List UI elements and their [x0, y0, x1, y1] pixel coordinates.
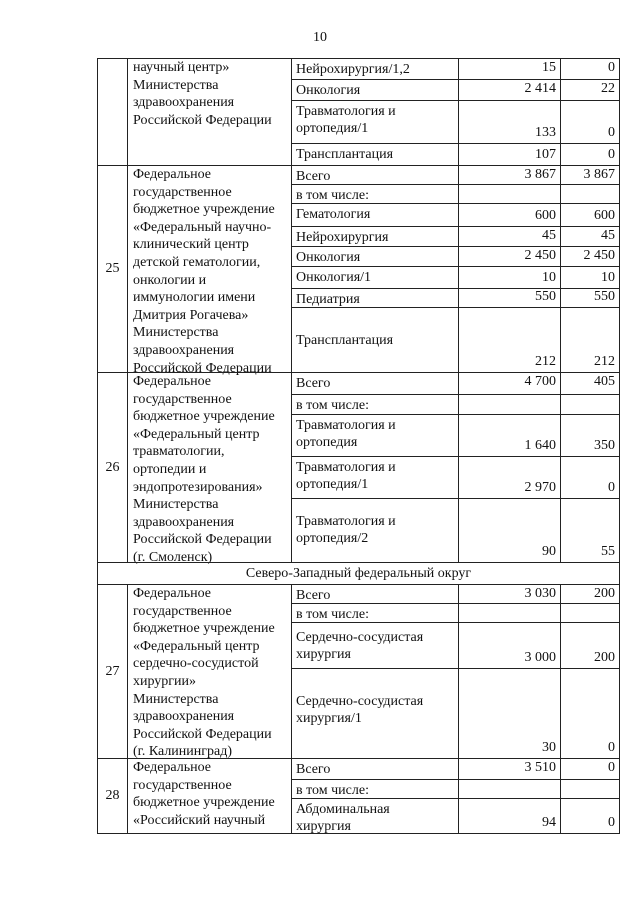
free-cell: 3 867 — [560, 165, 620, 184]
free-cell: 600 — [560, 203, 620, 226]
free-cell: 10 — [560, 266, 620, 288]
profile-cell: Онкология — [291, 246, 458, 266]
profile-cell: в том числе: — [291, 603, 458, 622]
total-cell: 90 — [458, 498, 560, 562]
total-cell: 600 — [458, 203, 560, 226]
total-cell: 3 867 — [458, 165, 560, 184]
free-cell: 350 — [560, 414, 620, 456]
total-cell — [458, 184, 560, 203]
profile-cell: Всего — [291, 584, 458, 603]
free-cell: 550 — [560, 288, 620, 307]
free-cell: 200 — [560, 584, 620, 603]
profile-cell: Травматология и ортопедия/1 — [291, 100, 458, 143]
total-cell: 2 414 — [458, 79, 560, 100]
free-cell: 2 450 — [560, 246, 620, 266]
row-number-cell: 27 — [97, 584, 127, 758]
row-number-cell: 25 — [97, 165, 127, 372]
profile-cell: Всего — [291, 372, 458, 394]
profile-cell: в том числе: — [291, 779, 458, 798]
free-cell: 22 — [560, 79, 620, 100]
free-cell — [560, 184, 620, 203]
free-cell: 0 — [560, 798, 620, 834]
total-cell: 2 450 — [458, 246, 560, 266]
total-cell: 3 510 — [458, 758, 560, 779]
free-cell: 55 — [560, 498, 620, 562]
profile-cell: в том числе: — [291, 394, 458, 414]
free-cell — [560, 603, 620, 622]
profile-cell: Всего — [291, 165, 458, 184]
total-cell: 4 700 — [458, 372, 560, 394]
page-number: 10 — [313, 30, 327, 45]
free-cell: 0 — [560, 58, 620, 79]
region-header: Северо-Западный федеральный округ — [97, 562, 620, 584]
free-cell: 0 — [560, 668, 620, 758]
profile-cell: Травматология и ортопедия — [291, 414, 458, 456]
profile-cell: Сердечно-сосудистая хирургия/1 — [291, 668, 458, 758]
profile-cell: Абдоминальная хирургия — [291, 798, 458, 834]
organization-cell: научный центр» Министерства здравоохранения Российской Федерации — [127, 58, 291, 165]
total-cell: 94 — [458, 798, 560, 834]
profile-cell: Травматология и ортопедия/2 — [291, 498, 458, 562]
profile-cell: в том числе: — [291, 184, 458, 203]
total-cell: 30 — [458, 668, 560, 758]
total-cell: 2 970 — [458, 456, 560, 498]
row-number-cell: 28 — [97, 758, 127, 834]
total-cell: 45 — [458, 226, 560, 246]
organization-cell: Федеральное государственное бюджетное учреждение «Федеральный центр сердечно-сосудистой хирургии» Министерства здравоохранения Российской Федерации (г. Калининград) — [127, 584, 291, 758]
total-cell: 550 — [458, 288, 560, 307]
total-cell: 1 640 — [458, 414, 560, 456]
free-cell: 200 — [560, 622, 620, 668]
total-cell: 107 — [458, 143, 560, 165]
total-cell — [458, 394, 560, 414]
free-cell: 0 — [560, 143, 620, 165]
profile-cell: Педиатрия — [291, 288, 458, 307]
free-cell: 405 — [560, 372, 620, 394]
profile-cell: Травматология и ортопедия/1 — [291, 456, 458, 498]
free-cell: 212 — [560, 307, 620, 372]
free-cell: 45 — [560, 226, 620, 246]
total-cell: 15 — [458, 58, 560, 79]
total-cell: 212 — [458, 307, 560, 372]
free-cell: 0 — [560, 758, 620, 779]
profile-cell: Гематология — [291, 203, 458, 226]
row-number-cell: 26 — [97, 372, 127, 562]
profile-cell: Трансплантация — [291, 307, 458, 372]
organization-cell: Федеральное государственное бюджетное учреждение «Федеральный центр травматологии, ортопедии и эндопротезирования» Министерства здравоохранения Российской Федерации (г. Смоленск) — [127, 372, 291, 562]
total-cell — [458, 779, 560, 798]
profile-cell: Онкология — [291, 79, 458, 100]
total-cell: 10 — [458, 266, 560, 288]
profile-cell: Сердечно-сосудистая хирургия — [291, 622, 458, 668]
free-cell: 0 — [560, 100, 620, 143]
total-cell — [458, 603, 560, 622]
free-cell — [560, 394, 620, 414]
profile-cell: Всего — [291, 758, 458, 779]
organization-cell: Федеральное государственное бюджетное учреждение «Федеральный научно- клинический центр детской гематологии, онкологии и иммунологии имени Дмитрия Рогачева» Министерства здравоохранения Российской Федерации — [127, 165, 291, 372]
profile-cell: Нейрохирургия — [291, 226, 458, 246]
total-cell: 3 030 — [458, 584, 560, 603]
free-cell: 0 — [560, 456, 620, 498]
total-cell: 3 000 — [458, 622, 560, 668]
free-cell — [560, 779, 620, 798]
row-number-cell — [97, 58, 127, 165]
profile-cell: Онкология/1 — [291, 266, 458, 288]
total-cell: 133 — [458, 100, 560, 143]
profile-cell: Трансплантация — [291, 143, 458, 165]
organization-cell: Федеральное государственное бюджетное учреждение «Российский научный — [127, 758, 291, 834]
profile-cell: Нейрохирургия/1,2 — [291, 58, 458, 79]
